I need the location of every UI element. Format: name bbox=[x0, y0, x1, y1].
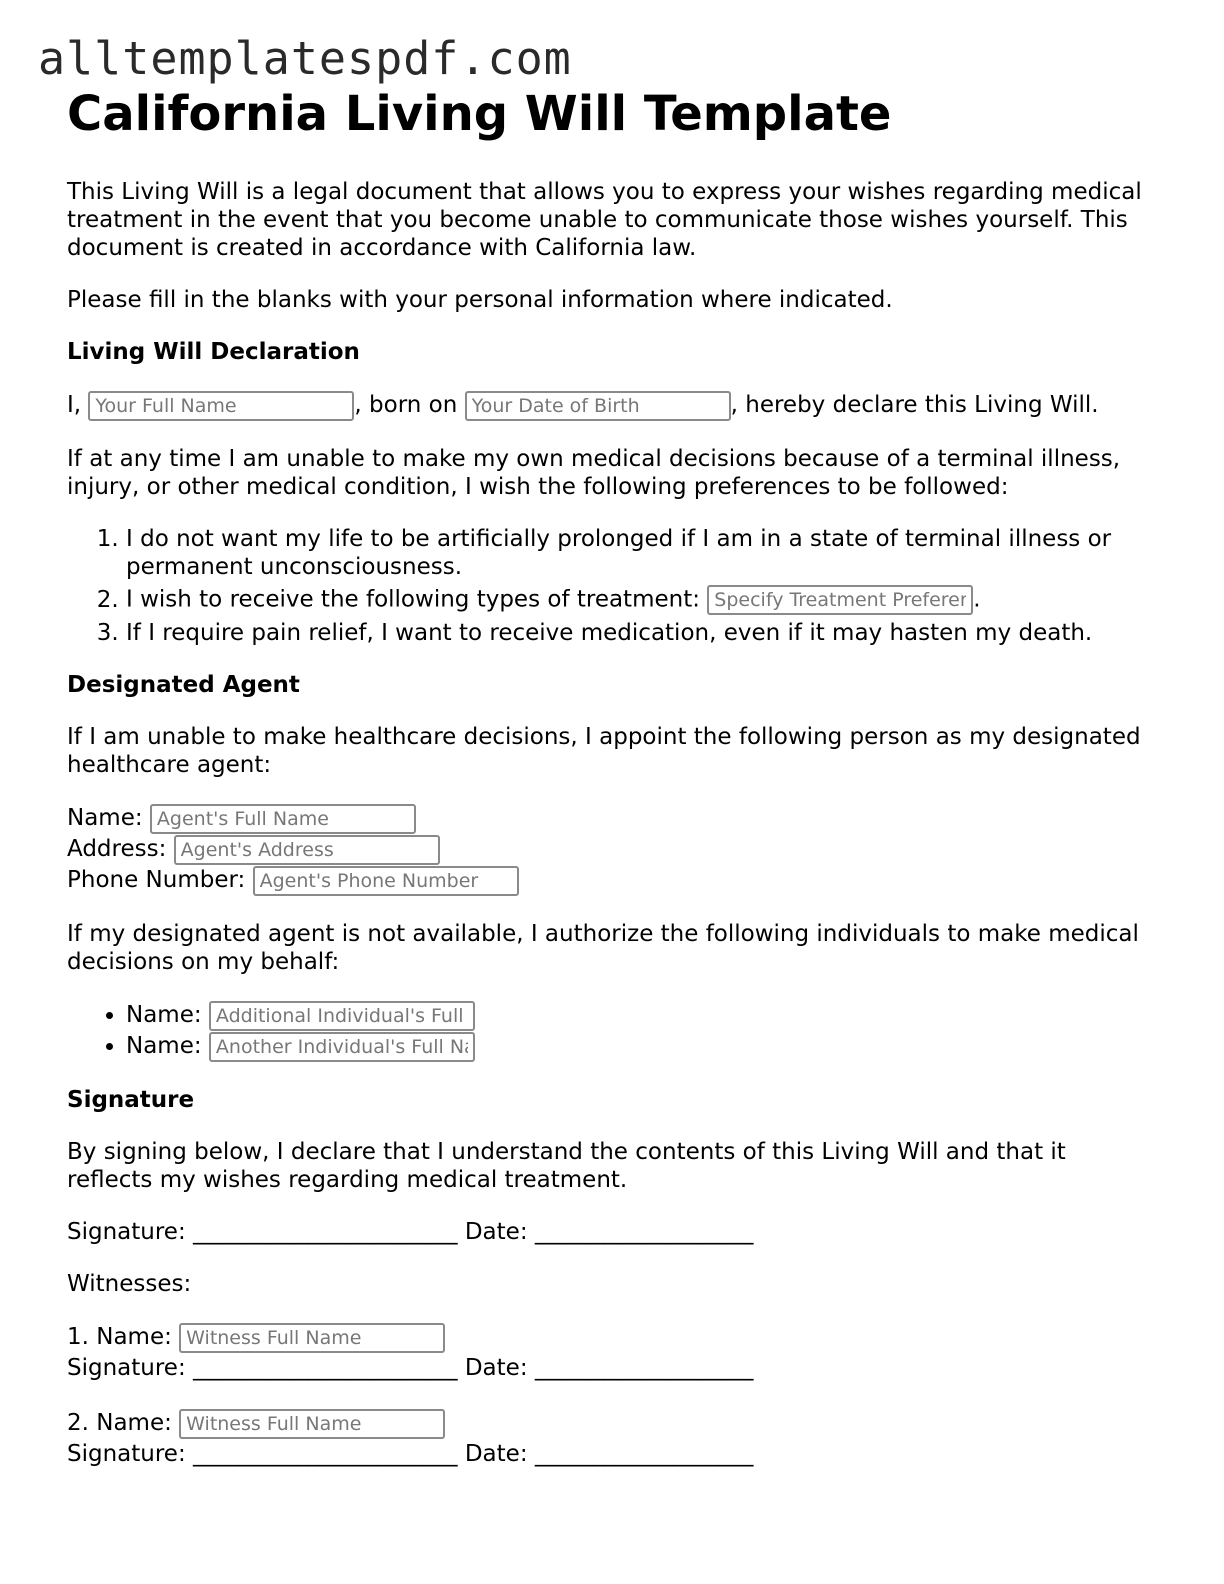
witness-2-date-line: Date: ___________________ bbox=[464, 1441, 754, 1467]
witness-1-signature-row bbox=[67, 1353, 1157, 1384]
agent-intro: If I am unable to make healthcare decisions, I appoint the following person as my designated healthcare agent: bbox=[67, 724, 1141, 778]
witness-1-name-row bbox=[67, 1322, 1157, 1353]
date-of-birth-field[interactable] bbox=[465, 391, 731, 421]
witness-2-signature-line: Signature: _______________________ bbox=[67, 1441, 458, 1467]
alternate-1-label: Name: bbox=[126, 1002, 202, 1028]
treatment-preferences-field[interactable] bbox=[707, 585, 973, 615]
declaration-prefix: I, bbox=[67, 392, 82, 418]
agent-name-field[interactable] bbox=[150, 804, 416, 834]
document-page bbox=[67, 86, 1157, 1470]
declaration-line bbox=[67, 390, 1157, 421]
signature-statement: By signing below, I declare that I understand the contents of this Living Will and that it reflects my wishes regarding medical treatment. bbox=[67, 1139, 1066, 1193]
agent-address-field[interactable] bbox=[174, 835, 440, 865]
list-item bbox=[126, 525, 1157, 581]
list-item bbox=[126, 1031, 1157, 1062]
witness-1-date-line: Date: ___________________ bbox=[464, 1355, 754, 1381]
agent-address-label: Address: bbox=[67, 836, 167, 862]
list-item bbox=[126, 619, 1157, 647]
intro-paragraph: This Living Will is a legal document that allows you to express your wishes regarding medical treatment in the event that you become unable to communicate those wishes yourself. This document is created in accordance with California law. bbox=[67, 179, 1142, 261]
born-on-label: , born on bbox=[354, 392, 458, 418]
declarant-signature-line: Signature: _______________________ bbox=[67, 1219, 458, 1245]
signature-heading: Signature bbox=[67, 1087, 195, 1113]
list-item bbox=[126, 585, 1157, 615]
alternates-intro: If my designated agent is not available, I authorize the following individuals to make medical decisions on my behalf: bbox=[67, 921, 1139, 975]
agent-name-label: Name: bbox=[67, 805, 143, 831]
declaration-suffix: , hereby declare this Living Will. bbox=[730, 392, 1099, 418]
preference-3-text: If I require pain relief, I want to receive medication, even if it may hasten my death. bbox=[126, 620, 1093, 646]
preferences-intro: If at any time I am unable to make my own medical decisions because of a terminal illness, injury, or other medical condition, I wish the following preferences to be followed: bbox=[67, 446, 1121, 500]
witness-2-signature-row bbox=[67, 1439, 1157, 1470]
page-title: California Living Will Template bbox=[67, 86, 892, 142]
watermark: alltemplatespdf.com bbox=[38, 32, 572, 85]
agent-address-row bbox=[67, 834, 1157, 865]
witness-1-block bbox=[67, 1322, 1157, 1384]
alternate-1-name-field[interactable] bbox=[209, 1001, 475, 1031]
witness-1-name-field[interactable] bbox=[179, 1323, 445, 1353]
preference-2-suffix: . bbox=[973, 586, 981, 613]
agent-phone-label: Phone Number: bbox=[67, 867, 246, 893]
preference-1-text: I do not want my life to be artificially prolonged if I am in a state of terminal illness or permanent unconsciousness. bbox=[126, 526, 1112, 580]
declarant-signature-row bbox=[67, 1218, 1157, 1246]
witness-1-signature-line: Signature: _______________________ bbox=[67, 1355, 458, 1381]
agent-fields bbox=[67, 803, 1157, 896]
list-item bbox=[126, 1000, 1157, 1031]
instruction-paragraph: Please fill in the blanks with your personal information where indicated. bbox=[67, 287, 893, 313]
agent-phone-row bbox=[67, 865, 1157, 896]
alternate-2-label: Name: bbox=[126, 1033, 202, 1059]
declaration-heading: Living Will Declaration bbox=[67, 339, 360, 365]
witness-2-label: 2. Name: bbox=[67, 1410, 172, 1436]
witness-2-name-row bbox=[67, 1408, 1157, 1439]
agent-name-row bbox=[67, 803, 1157, 834]
witnesses-label: Witnesses: bbox=[67, 1271, 192, 1297]
preferences-list bbox=[67, 525, 1157, 647]
full-name-field[interactable] bbox=[88, 391, 354, 421]
preference-2-text: I wish to receive the following types of treatment: bbox=[126, 586, 700, 613]
witness-1-label: 1. Name: bbox=[67, 1324, 172, 1350]
agent-heading: Designated Agent bbox=[67, 672, 300, 698]
witness-2-block bbox=[67, 1408, 1157, 1470]
alternate-2-name-field[interactable] bbox=[209, 1032, 475, 1062]
declarant-date-line: Date: ___________________ bbox=[464, 1219, 754, 1245]
alternates-list bbox=[67, 1000, 1157, 1062]
agent-phone-field[interactable] bbox=[253, 866, 519, 896]
witness-2-name-field[interactable] bbox=[179, 1409, 445, 1439]
